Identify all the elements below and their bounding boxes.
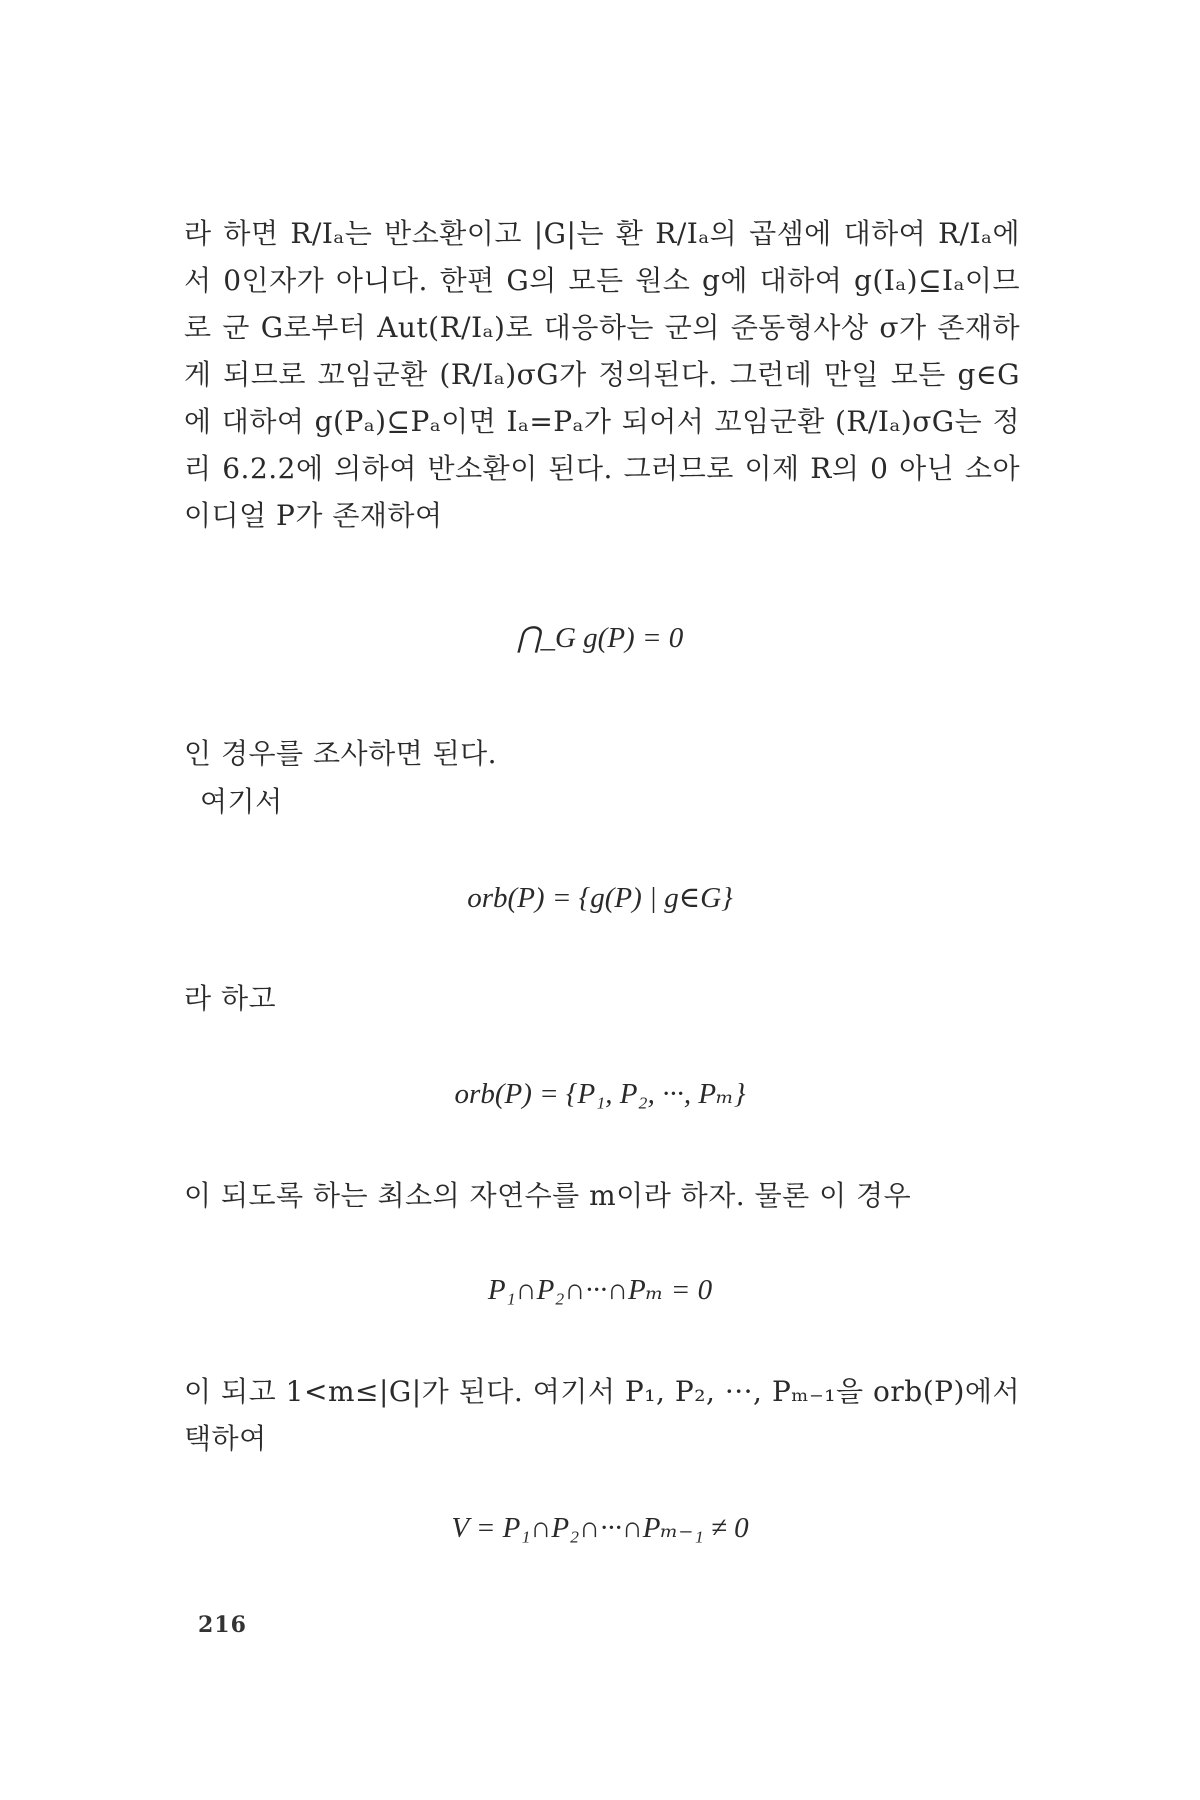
- paragraph-3: 여기서: [200, 785, 283, 818]
- equation-intersection: ⋂_G g(P) = 0: [516, 622, 684, 654]
- paragraph-2: 인 경우를 조사하면 된다.: [184, 737, 498, 770]
- paragraph-5: 이 되도록 하는 최소의 자연수를 m이라 하자. 물론 이 경우: [184, 1179, 912, 1212]
- paragraph-1: 라 하면 R/Iₐ는 반소환이고 |G|는 환 R/Iₐ의 곱셈에 대하여 R/Iₐ에서 0인자가 아니다. 한편 G의 모든 원소 g에 대하여 g(Iₐ)⊆Iₐ이므로 군 G로부터 Aut(R/Iₐ)로 대응하는 군의 준동형사상 σ가 존재하게 되므로 꼬임군환 (R/Iₐ)σG가 정의된다. 그런데 만일 모든 g∈G에 대하여 g(Pₐ)⊆Pₐ이면 Iₐ=Pₐ가 되어서 꼬임군환 (R/Iₐ)σG는 정리 6.2.2에 의하여 반소환이 된다. 그러므로 이제 R의 0 아닌 소아이디얼 P가 존재하여: [184, 217, 1020, 532]
- equation-intersection-zero: P₁∩P₂∩···∩Pₘ = 0: [487, 1274, 713, 1306]
- equation-orbit-definition: orb(P) = {g(P) | g∈G}: [467, 882, 733, 914]
- equation-orbit-elements: orb(P) = {P₁, P₂, ···, Pₘ}: [454, 1078, 746, 1110]
- paragraph-6: 이 되고 1<m≤|G|가 된다. 여기서 P₁, P₂, ···, Pₘ₋₁을 orb(P)에서 택하여: [184, 1375, 1020, 1455]
- page-number: 216: [198, 1612, 247, 1638]
- paragraph-4: 라 하고: [184, 982, 277, 1015]
- equation-v-definition: V = P₁∩P₂∩···∩Pₘ₋₁ ≠ 0: [451, 1512, 749, 1544]
